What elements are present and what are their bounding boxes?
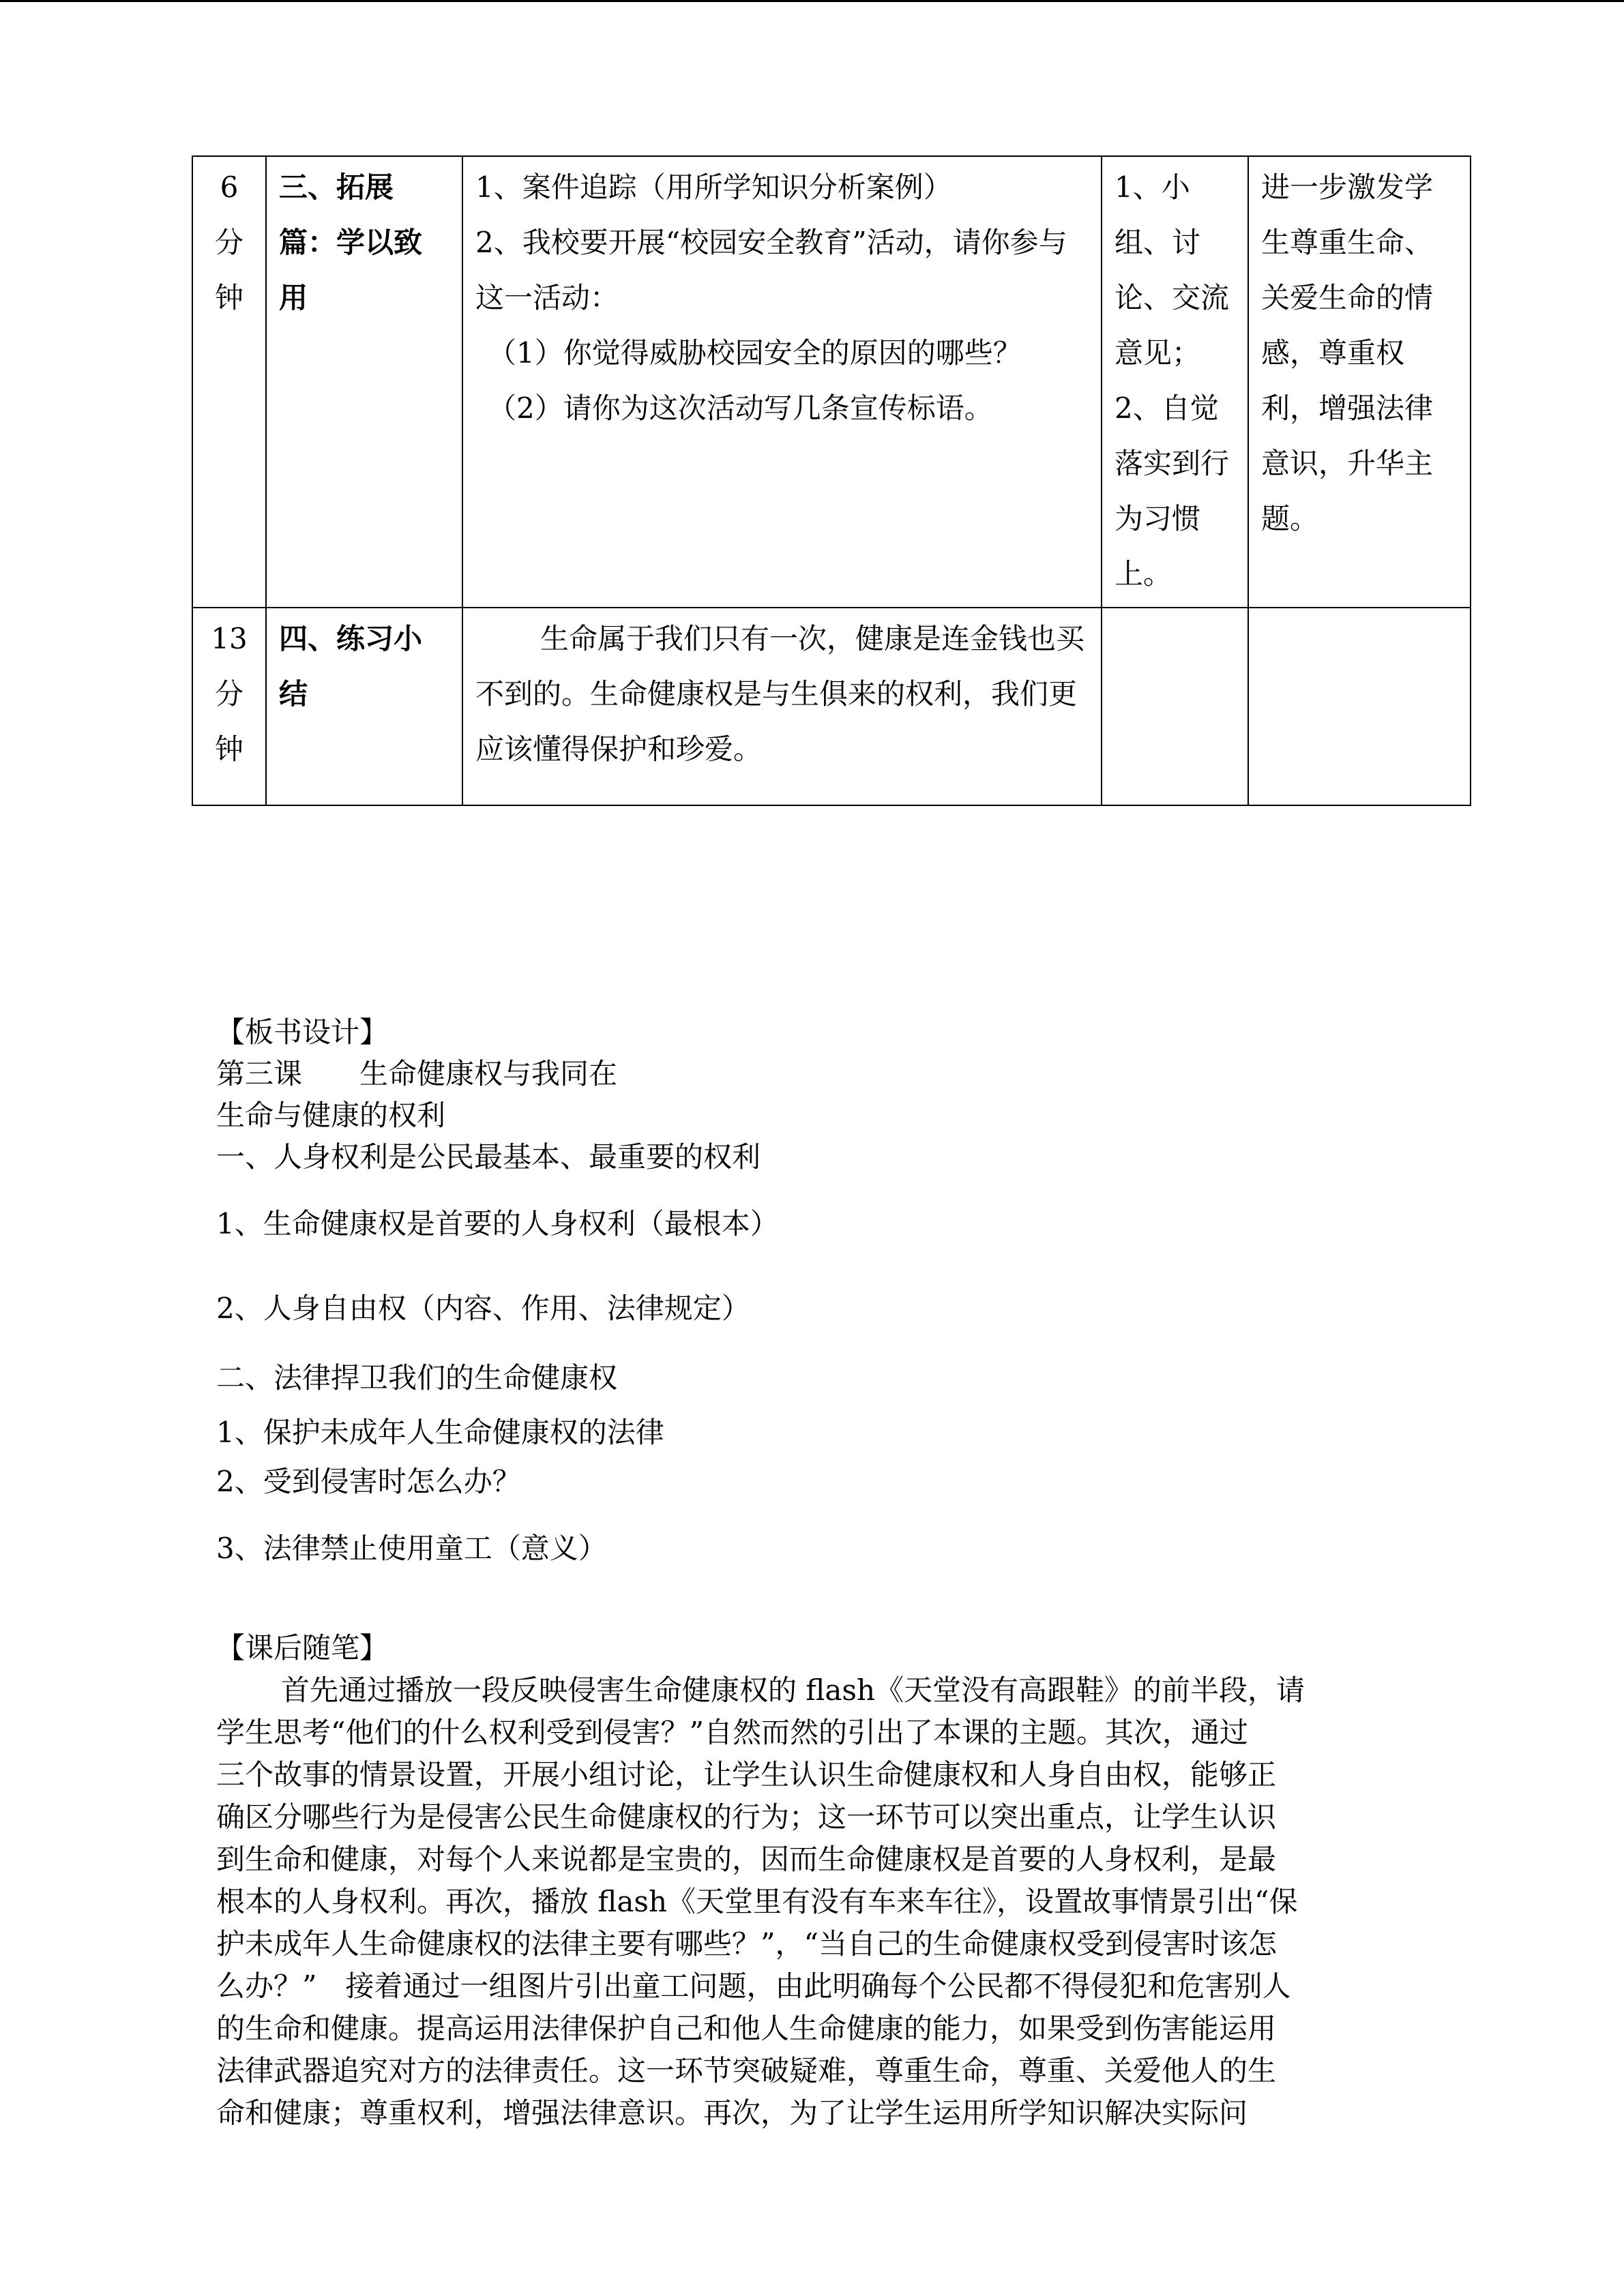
notes-line: 根本的人身权利。再次，播放 flash《天堂里有没有车来车往》，设置故事情景引出“保	[216, 1885, 1298, 1918]
notes-line: 学生思考“他们的什么权利受到侵害？”自然而然的引出了本课的主题。其次，通过	[216, 1716, 1248, 1749]
after-class-notes	[216, 1627, 1403, 2134]
board-subtitle: 生命与健康的权利	[216, 1099, 446, 1132]
board-item: 二、法律捍卫我们的生命健康权	[216, 1361, 618, 1395]
lesson-plan-table	[192, 155, 1471, 806]
board-item: 一、人身权利是公民最基本、最重要的权利	[216, 1140, 761, 1174]
design-intent-cell: 进一步激发学生尊重生命、关爱生命的情感，尊重权利，增强法律意识，升华主题。	[1248, 156, 1471, 608]
notes-line: 确区分哪些行为是侵害公民生命健康权的行为；这一环节可以突出重点，让学生认识	[216, 1800, 1277, 1834]
notes-heading: 【课后随笔】	[216, 1631, 389, 1665]
content-line: （1）你觉得威胁校园安全的原因的哪些？	[488, 336, 1022, 370]
table-row	[192, 156, 1471, 608]
notes-line: 的生命和健康。提高运用法律保护自己和他人生命健康的能力，如果受到伤害能运用	[216, 2012, 1277, 2045]
student-activity-cell	[1102, 608, 1248, 805]
board-item: 1、保护未成年人生命健康权的法律	[216, 1416, 664, 1449]
time-unit-2: 钟	[214, 281, 243, 314]
notes-line: 么办？” 接着通过一组图片引出童工问题，由此明确每个公民都不得侵犯和危害别人	[216, 1969, 1291, 2003]
notes-line: 到生命和健康，对每个人来说都是宝贵的，因而生命健康权是首要的人身权利，是最	[216, 1843, 1277, 1876]
notes-line: 三个故事的情景设置，开展小组讨论，让学生认识生命健康权和人身自由权，能够正	[216, 1758, 1277, 1791]
phase-cell: 四、练习小结	[266, 608, 462, 805]
time-unit-1: 分	[214, 677, 243, 711]
content-line: 2、我校要开展“校园安全教育”活动，请你参与这一活动：	[475, 226, 1067, 314]
notes-line: 命和健康；尊重权利，增强法律意识。再次，为了让学生运用所学知识解决实际问	[216, 2096, 1248, 2130]
time-cell	[192, 156, 266, 608]
notes-line: 护未成年人生命健康权的法律主要有哪些？”，“当自己的生命健康权受到侵害时该怎	[216, 1927, 1277, 1960]
time-unit-1: 分	[214, 226, 243, 259]
board-item: 1、生命健康权是首要的人身权利（最根本）	[216, 1207, 779, 1240]
time-unit-2: 钟	[214, 732, 243, 766]
notes-paragraph	[216, 1669, 1403, 2134]
time-value: 6	[220, 170, 239, 204]
notes-line: 法律武器追究对方的法律责任。这一环节突破疑难，尊重生命，尊重、关爱他人的生	[216, 2054, 1277, 2087]
page-top-border	[0, 0, 1624, 2]
table-row	[192, 608, 1471, 805]
content-cell	[462, 156, 1102, 608]
student-activity-cell: 1、小组、讨论、交流意见；2、自觉落实到行为习惯上。	[1102, 156, 1248, 608]
content-line: （2）请你为这次活动写几条宣传标语。	[488, 391, 993, 425]
content-line: 1、案件追踪（用所学知识分析案例）	[475, 170, 952, 204]
content-line: 生命属于我们只有一次，健康是连金钱也买不到的。生命健康权是与生俱来的权利，我们更应该懂得保护和珍爱。	[475, 622, 1085, 766]
time-cell	[192, 608, 266, 805]
board-design-heading: 【板书设计】	[216, 1015, 389, 1049]
phase-cell: 三、拓展篇：学以致用	[266, 156, 462, 608]
board-item: 2、人身自由权（内容、作用、法律规定）	[216, 1292, 750, 1325]
content-cell	[462, 608, 1102, 805]
board-lesson-title: 第三课 生命健康权与我同在	[216, 1057, 618, 1090]
board-item: 3、法律禁止使用童工（意义）	[216, 1532, 607, 1565]
notes-line: 首先通过播放一段反映侵害生命健康权的 flash《天堂没有高跟鞋》的前半段，请	[281, 1673, 1305, 1707]
time-value: 13	[211, 622, 248, 655]
design-intent-cell	[1248, 608, 1471, 805]
board-item: 2、受到侵害时怎么办？	[216, 1465, 521, 1498]
